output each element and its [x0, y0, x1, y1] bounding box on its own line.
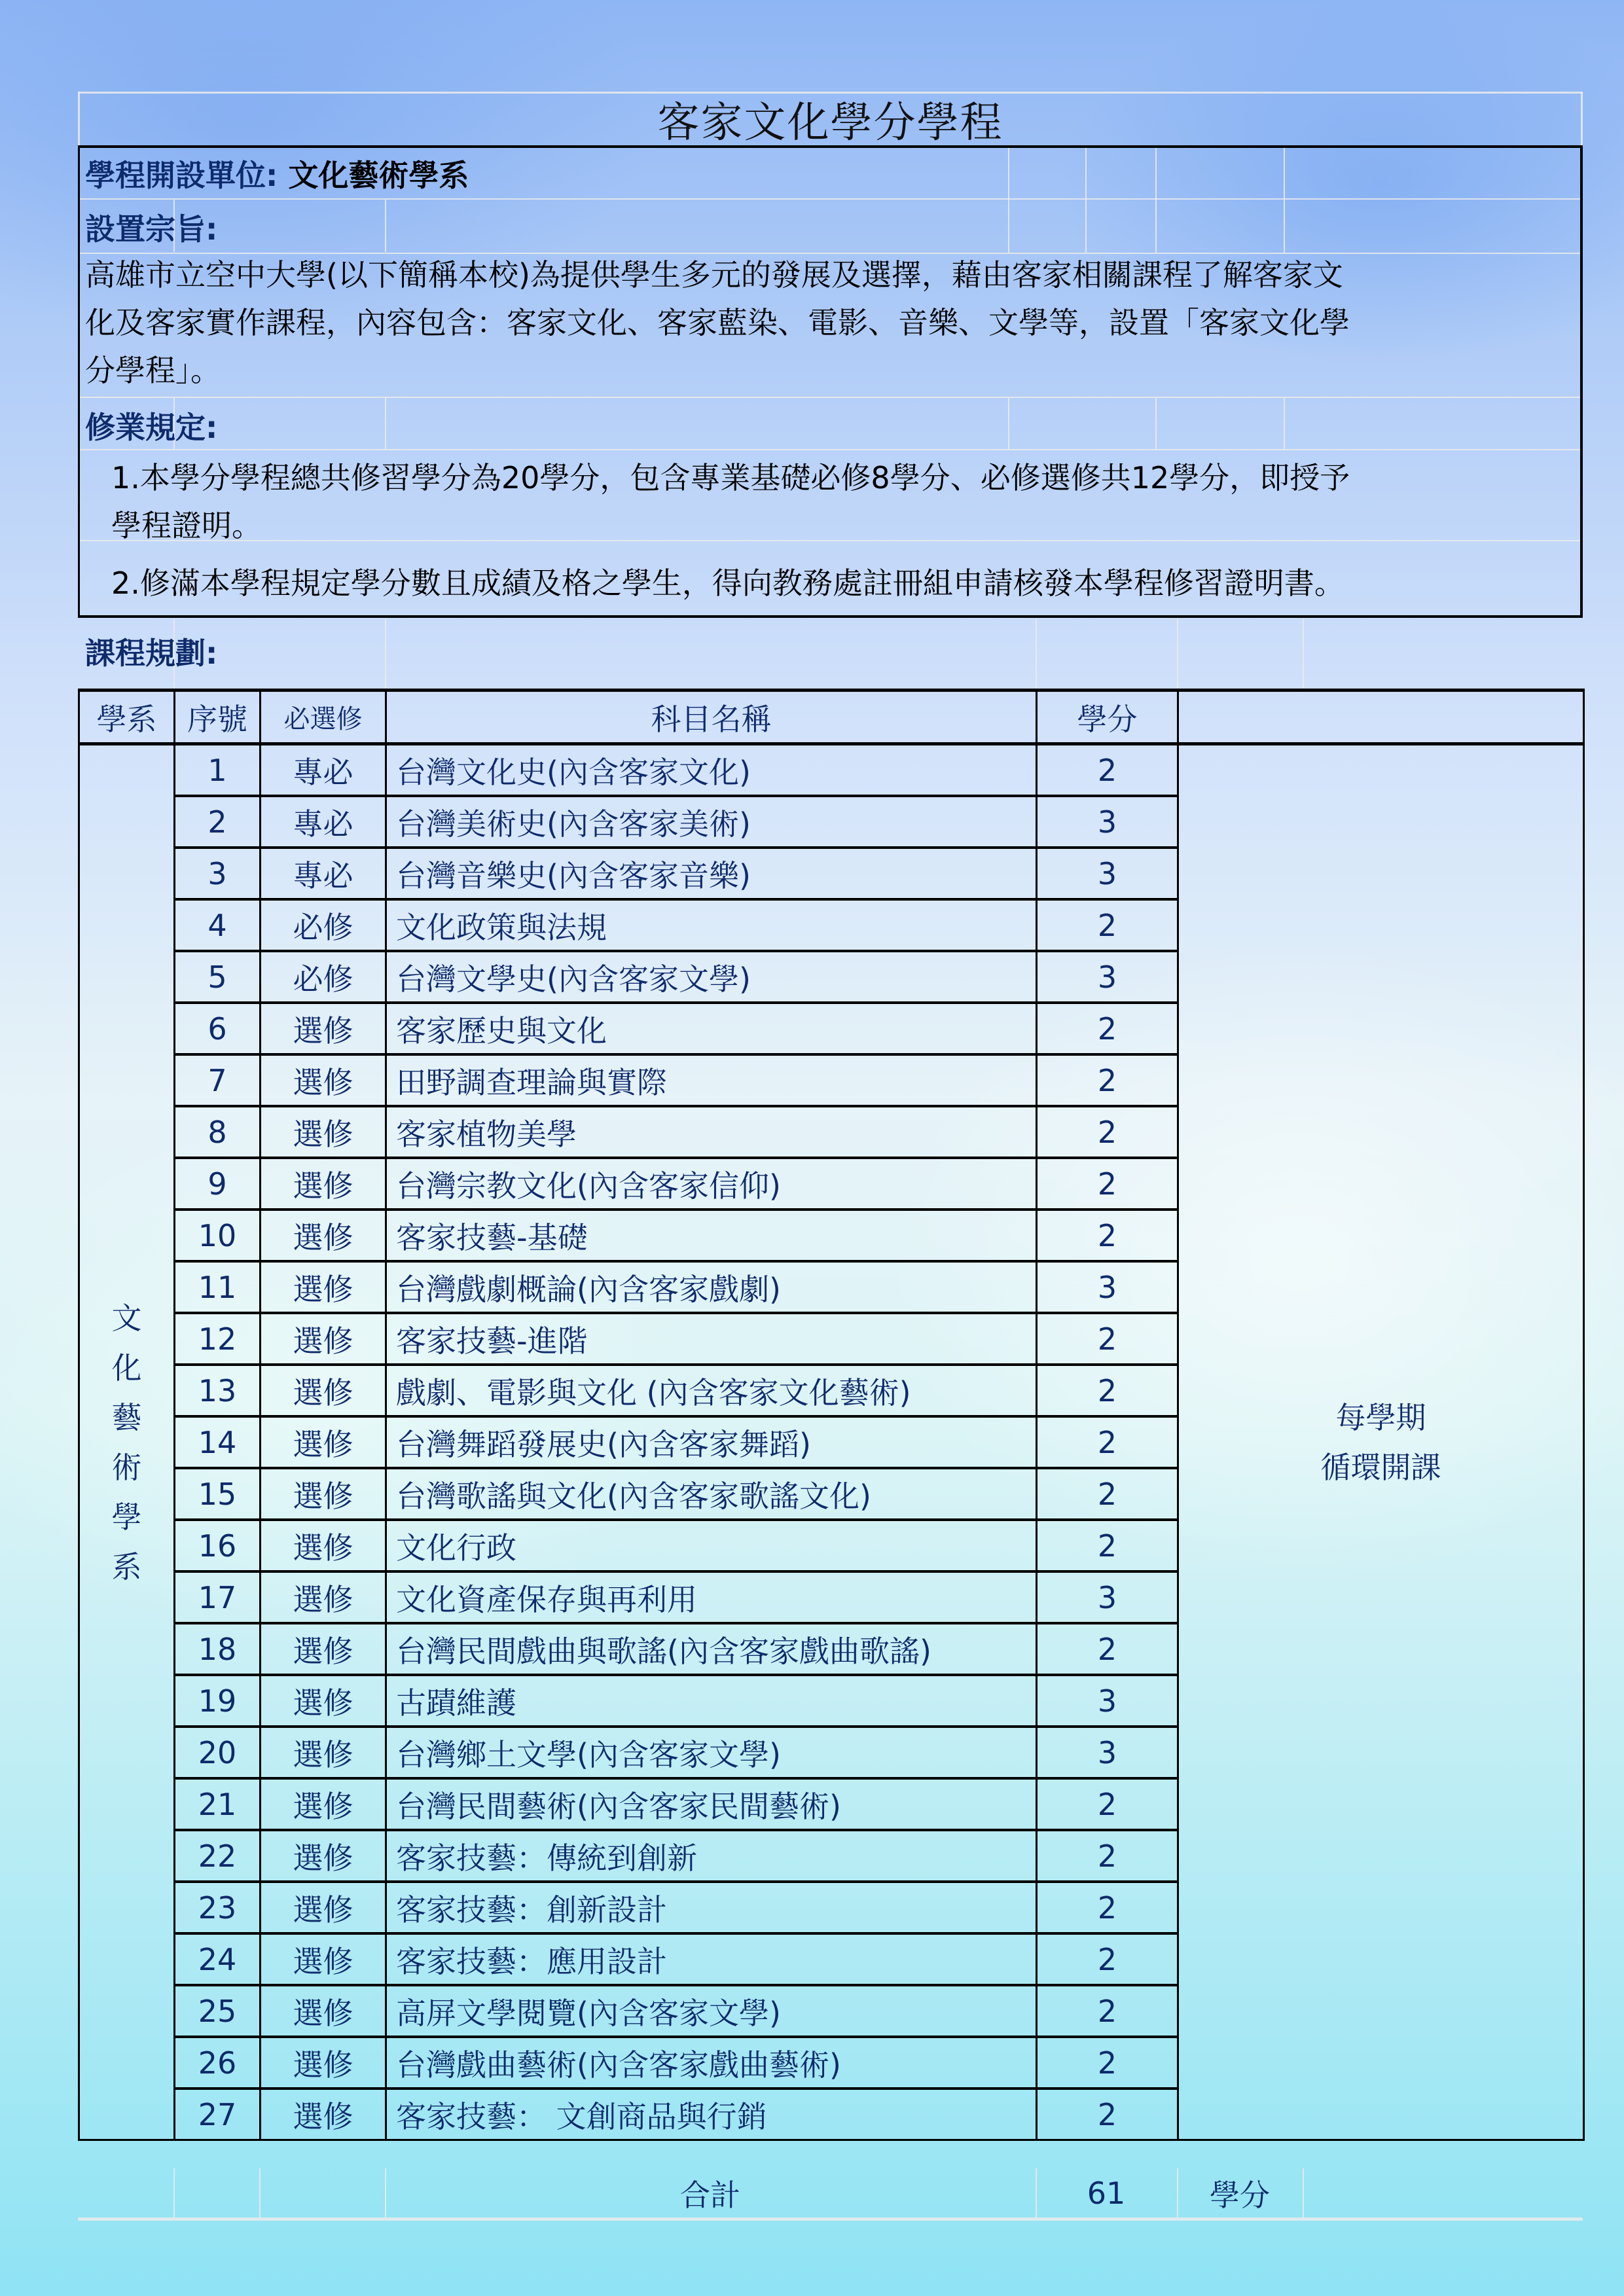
rule-2 — [111, 560, 1578, 607]
row-course-name: 台灣民間藝術(內含客家民間藝術) — [386, 1778, 1037, 1830]
row-type: 選修 — [261, 1727, 386, 1778]
row-course-name: 台灣文化史(內含客家文化) — [386, 744, 1037, 797]
purpose-line: 高雄市立空中大學(以下簡稱本校)為提供學生多元的發展及選擇，藉由客家相關課程了解客家文 — [85, 257, 1343, 293]
rule-line: 1.本學分學程總共修習學分為20學分，包含專業基礎必修8學分、必修選修共12學分，即授予 — [111, 460, 1350, 495]
gridline — [78, 2217, 1583, 2221]
rule-line: 學程證明。 — [111, 508, 262, 543]
row-type: 選修 — [261, 1365, 386, 1416]
row-number: 4 — [175, 899, 261, 951]
row-credits: 2 — [1037, 1882, 1178, 1933]
unit-row — [85, 152, 469, 195]
row-type: 必修 — [261, 951, 386, 1003]
purpose-label: 設置宗旨: — [85, 211, 218, 247]
row-number: 14 — [175, 1416, 261, 1468]
header-number: 序號 — [175, 691, 261, 744]
row-course-name: 古蹟維護 — [386, 1675, 1037, 1727]
row-course-name: 台灣戲劇概論(內含客家戲劇) — [386, 1261, 1037, 1313]
gridline — [173, 2168, 175, 2217]
row-credits: 2 — [1037, 1158, 1178, 1210]
row-number: 1 — [175, 744, 261, 797]
row-number: 18 — [175, 1623, 261, 1675]
row-credits: 3 — [1037, 796, 1178, 848]
gridline — [1036, 619, 1037, 689]
department-char: 術 — [111, 1449, 142, 1485]
row-course-name: 高屏文學閱覽(內含客家文學) — [386, 1985, 1037, 2037]
row-type: 選修 — [261, 2037, 386, 2089]
row-type: 選修 — [261, 1003, 386, 1054]
row-course-name: 文化資產保存與再利用 — [386, 1571, 1037, 1623]
row-number: 11 — [175, 1261, 261, 1313]
department-char: 藝 — [111, 1399, 142, 1435]
row-credits: 2 — [1037, 1985, 1178, 2037]
purpose-line: 分學程」。 — [85, 353, 221, 388]
row-credits: 3 — [1037, 1571, 1178, 1623]
row-course-name: 客家技藝-基礎 — [386, 1210, 1037, 1261]
row-course-name: 戲劇、電影與文化 (內含客家文化藝術) — [386, 1365, 1037, 1416]
row-number: 7 — [175, 1054, 261, 1106]
row-number: 17 — [175, 1571, 261, 1623]
row-type: 選修 — [261, 1675, 386, 1727]
row-course-name: 台灣戲曲藝術(內含客家戲曲藝術) — [386, 2037, 1037, 2089]
department-char: 學 — [111, 1499, 142, 1535]
rule-1 — [111, 454, 1578, 550]
row-number: 20 — [175, 1727, 261, 1778]
row-course-name: 客家技藝：創新設計 — [386, 1882, 1037, 1933]
plan-label: 課程規劃: — [85, 636, 218, 671]
header-note — [1178, 691, 1584, 744]
row-number: 23 — [175, 1882, 261, 1933]
row-number: 19 — [175, 1675, 261, 1727]
row-course-name: 文化行政 — [386, 1520, 1037, 1571]
gridline — [1177, 619, 1178, 689]
row-type: 專必 — [261, 796, 386, 848]
course-table — [78, 689, 1585, 2141]
row-course-name: 田野調查理論與實際 — [386, 1054, 1037, 1106]
row-credits: 2 — [1037, 1054, 1178, 1106]
row-credits: 3 — [1037, 1675, 1178, 1727]
row-credits: 2 — [1037, 1416, 1178, 1468]
document-title: 客家文化學分學程 — [657, 99, 1003, 147]
row-type: 專必 — [261, 744, 386, 797]
row-number: 2 — [175, 796, 261, 848]
row-course-name: 台灣歌謠與文化(內含客家歌謠文化) — [386, 1468, 1037, 1520]
row-credits: 2 — [1037, 1520, 1178, 1571]
row-type: 選修 — [261, 1054, 386, 1106]
total-row — [78, 2168, 1583, 2217]
header-course: 科目名稱 — [386, 691, 1037, 744]
row-course-name: 台灣舞蹈發展史(內含客家舞蹈) — [386, 1416, 1037, 1468]
row-credits: 3 — [1037, 1261, 1178, 1313]
row-credits: 2 — [1037, 2089, 1178, 2140]
row-number: 24 — [175, 1933, 261, 1985]
row-number: 13 — [175, 1365, 261, 1416]
row-credits: 2 — [1037, 1210, 1178, 1261]
row-number: 3 — [175, 848, 261, 899]
row-type: 必修 — [261, 899, 386, 951]
row-credits: 2 — [1037, 744, 1178, 797]
row-number: 26 — [175, 2037, 261, 2089]
row-course-name: 台灣民間戲曲與歌謠(內含客家戲曲歌謠) — [386, 1623, 1037, 1675]
row-course-name: 客家技藝： 文創商品與行銷 — [386, 2089, 1037, 2140]
row-type: 專必 — [261, 848, 386, 899]
row-type: 選修 — [261, 1210, 386, 1261]
rule-line: 2.修滿本學程規定學分數且成績及格之學生，得向教務處註冊組申請核發本學程修習證明書。 — [111, 565, 1344, 601]
row-type: 選修 — [261, 1571, 386, 1623]
row-number: 5 — [175, 951, 261, 1003]
row-credits: 3 — [1037, 951, 1178, 1003]
row-type: 選修 — [261, 1158, 386, 1210]
schedule-note-cell — [1178, 744, 1584, 2140]
row-type: 選修 — [261, 1416, 386, 1468]
note-line: 循環開課 — [1320, 1449, 1441, 1485]
gridline — [385, 619, 386, 689]
row-course-name: 台灣文學史(內含客家文學) — [386, 951, 1037, 1003]
row-type: 選修 — [261, 1623, 386, 1675]
table-row — [79, 744, 1584, 797]
row-type: 選修 — [261, 1468, 386, 1520]
row-credits: 3 — [1037, 1727, 1178, 1778]
note-line: 每學期 — [1335, 1399, 1426, 1435]
row-course-name: 台灣鄉土文學(內含客家文學) — [386, 1727, 1037, 1778]
unit-label: 學程開設單位: — [85, 158, 278, 193]
gridline — [259, 2168, 261, 2217]
row-type: 選修 — [261, 1313, 386, 1365]
department-char: 文 — [111, 1300, 142, 1336]
row-number: 25 — [175, 1985, 261, 2037]
unit-value: 文化藝術學系 — [288, 158, 469, 193]
row-course-name: 客家技藝：傳統到創新 — [386, 1830, 1037, 1882]
header-type: 必選修 — [261, 691, 386, 744]
row-type: 選修 — [261, 1261, 386, 1313]
table-header-row — [79, 691, 1584, 744]
gridline — [1303, 619, 1304, 689]
department-char: 化 — [111, 1350, 142, 1386]
department-cell — [79, 744, 175, 2140]
row-number: 6 — [175, 1003, 261, 1054]
row-course-name: 台灣音樂史(內含客家音樂) — [386, 848, 1037, 899]
row-type: 選修 — [261, 1106, 386, 1158]
department-char: 系 — [111, 1549, 142, 1585]
row-number: 15 — [175, 1468, 261, 1520]
row-credits: 2 — [1037, 1003, 1178, 1054]
row-course-name: 客家技藝-進階 — [386, 1313, 1037, 1365]
total-unit: 學分 — [1210, 2177, 1270, 2213]
purpose-text — [85, 251, 1578, 395]
purpose-line: 化及客家實作課程，內容包含：客家文化、客家藍染、電影、音樂、文學等，設置「客家文化學 — [85, 305, 1350, 340]
row-number: 8 — [175, 1106, 261, 1158]
row-credits: 2 — [1037, 1830, 1178, 1882]
row-credits: 2 — [1037, 1365, 1178, 1416]
header-credits: 學分 — [1037, 691, 1178, 744]
row-credits: 2 — [1037, 1778, 1178, 1830]
row-credits: 2 — [1037, 1933, 1178, 1985]
row-course-name: 台灣美術史(內含客家美術) — [386, 796, 1037, 848]
row-credits: 2 — [1037, 1623, 1178, 1675]
row-course-name: 文化政策與法規 — [386, 899, 1037, 951]
row-credits: 2 — [1037, 1468, 1178, 1520]
row-number: 12 — [175, 1313, 261, 1365]
row-number: 27 — [175, 2089, 261, 2140]
row-type: 選修 — [261, 1520, 386, 1571]
row-number: 9 — [175, 1158, 261, 1210]
row-course-name: 台灣宗教文化(內含客家信仰) — [386, 1158, 1037, 1210]
total-label: 合計 — [680, 2177, 740, 2213]
row-course-name: 客家植物美學 — [386, 1106, 1037, 1158]
row-course-name: 客家歷史與文化 — [386, 1003, 1037, 1054]
row-credits: 2 — [1037, 1106, 1178, 1158]
row-credits: 2 — [1037, 2037, 1178, 2089]
row-type: 選修 — [261, 1778, 386, 1830]
row-credits: 3 — [1037, 848, 1178, 899]
total-value: 61 — [1087, 2175, 1126, 2211]
row-credits: 2 — [1037, 899, 1178, 951]
row-course-name: 客家技藝：應用設計 — [386, 1933, 1037, 1985]
gridline — [1303, 2168, 1304, 2217]
row-number: 16 — [175, 1520, 261, 1571]
row-type: 選修 — [261, 1882, 386, 1933]
row-number: 22 — [175, 1830, 261, 1882]
row-type: 選修 — [261, 2089, 386, 2140]
header-department: 學系 — [79, 691, 175, 744]
row-credits: 2 — [1037, 1313, 1178, 1365]
row-type: 選修 — [261, 1830, 386, 1882]
row-number: 21 — [175, 1778, 261, 1830]
rules-label: 修業規定: — [85, 410, 218, 445]
row-type: 選修 — [261, 1933, 386, 1985]
row-number: 10 — [175, 1210, 261, 1261]
row-type: 選修 — [261, 1985, 386, 2037]
